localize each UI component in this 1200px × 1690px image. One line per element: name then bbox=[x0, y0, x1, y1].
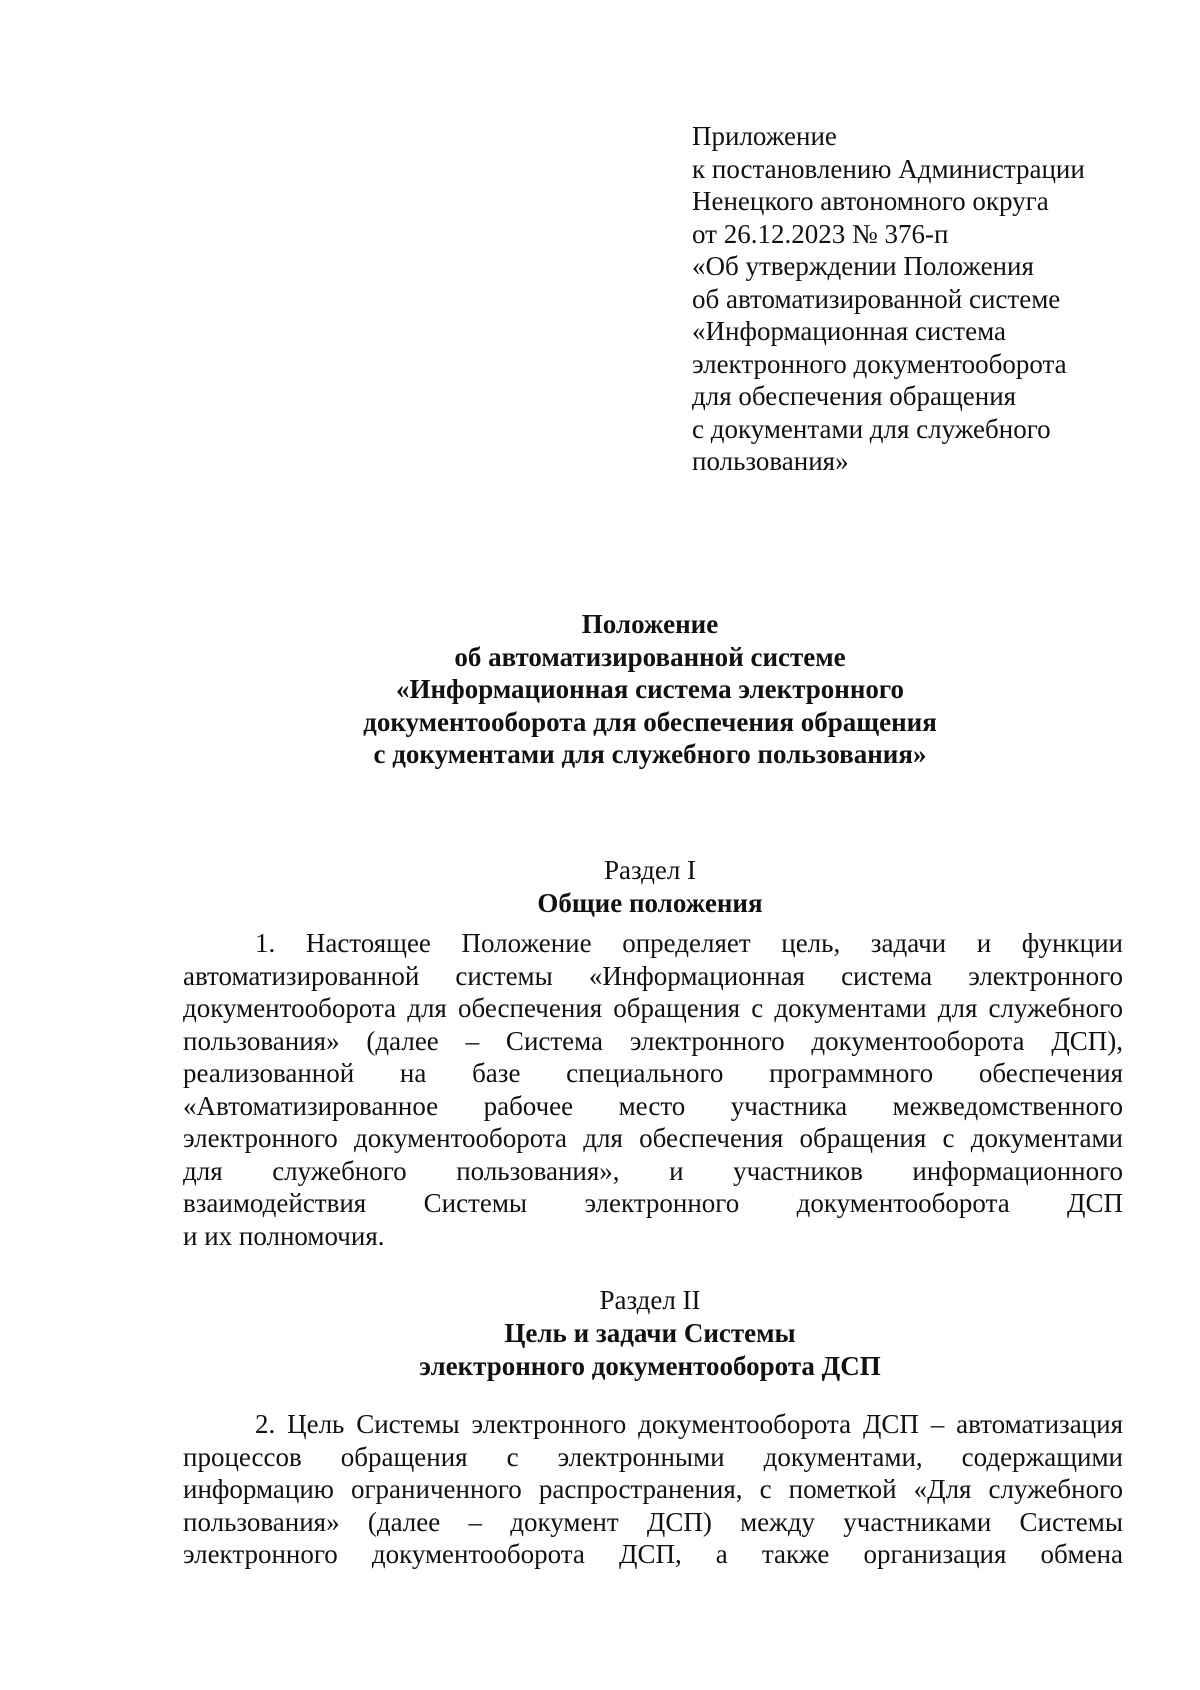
title-line: документооборота для обеспечения обращения bbox=[363, 706, 937, 737]
title-line: с документами для служебного пользования» bbox=[373, 739, 927, 769]
section-title: Цель и задачи Системы bbox=[504, 1318, 796, 1348]
title-line: об автоматизированной системе bbox=[454, 641, 846, 672]
section-1-paragraph bbox=[183, 927, 1123, 1252]
appendix-line: электронного документооборота bbox=[692, 348, 1067, 379]
section-1-heading bbox=[150, 854, 1150, 920]
appendix-line: «Информационная система bbox=[692, 316, 1006, 346]
appendix-line: с документами для служебного bbox=[692, 413, 1051, 444]
appendix-line: к постановлению Администрации bbox=[692, 153, 1085, 184]
paragraph-line: процессов обращения с электронными документами, содержащими bbox=[183, 1441, 1123, 1472]
paragraph-line: пользования» (далее – документ ДСП) между участниками Системы bbox=[183, 1506, 1123, 1537]
paragraph-line: и их полномочия. bbox=[183, 1220, 385, 1251]
paragraph-line: взаимодействия Системы электронного документооборота ДСП bbox=[183, 1188, 1123, 1218]
paragraph-line: электронного документооборота для обеспечения обращения с документами bbox=[183, 1123, 1123, 1153]
appendix-line: Ненецкого автономного округа bbox=[692, 186, 1049, 216]
section-2-paragraph bbox=[183, 1408, 1123, 1571]
paragraph-line: документооборота для обеспечения обращения с документами для служебного bbox=[183, 993, 1123, 1023]
section-number: Раздел II bbox=[599, 1285, 701, 1315]
appendix-line: «Об утверждении Положения bbox=[692, 251, 1034, 281]
appendix-line: пользования» bbox=[692, 446, 849, 476]
paragraph-line: информацию ограниченного распространения, с пометкой «Для служебного bbox=[183, 1474, 1123, 1504]
appendix-line: от 26.12.2023 № 376-п bbox=[692, 218, 949, 249]
title-line: «Информационная система электронного bbox=[395, 674, 905, 704]
paragraph-line: пользования» (далее – Система электронного документооборота ДСП), bbox=[183, 1025, 1123, 1056]
document-title bbox=[150, 608, 1150, 771]
paragraph-line: 1. Настоящее Положение определяет цель, задачи и функции bbox=[255, 928, 1123, 958]
paragraph-line: 2. Цель Системы электронного документооборота ДСП – автоматизация bbox=[255, 1409, 1123, 1439]
paragraph-line: электронного документооборота ДСП, а также организация обмена bbox=[183, 1539, 1123, 1569]
section-title: электронного документооборота ДСП bbox=[419, 1351, 881, 1381]
title-line: Положение bbox=[581, 609, 719, 639]
appendix-line: для обеспечения обращения bbox=[692, 381, 1017, 411]
section-2-heading bbox=[150, 1284, 1150, 1383]
appendix-line: Приложение bbox=[692, 121, 837, 151]
paragraph-line: «Автоматизированное рабочее место участника межведомственного bbox=[183, 1090, 1123, 1121]
paragraph-line: реализованной на базе специального программного обеспечения bbox=[183, 1058, 1123, 1088]
paragraph-line: автоматизированной системы «Информационная система электронного bbox=[183, 960, 1123, 991]
appendix-line: об автоматизированной системе bbox=[692, 283, 1061, 314]
section-title: Общие положения bbox=[537, 888, 763, 918]
appendix-header bbox=[692, 120, 1162, 478]
paragraph-line: для служебного пользования», и участников информационного bbox=[183, 1155, 1123, 1186]
section-number: Раздел I bbox=[603, 855, 697, 885]
